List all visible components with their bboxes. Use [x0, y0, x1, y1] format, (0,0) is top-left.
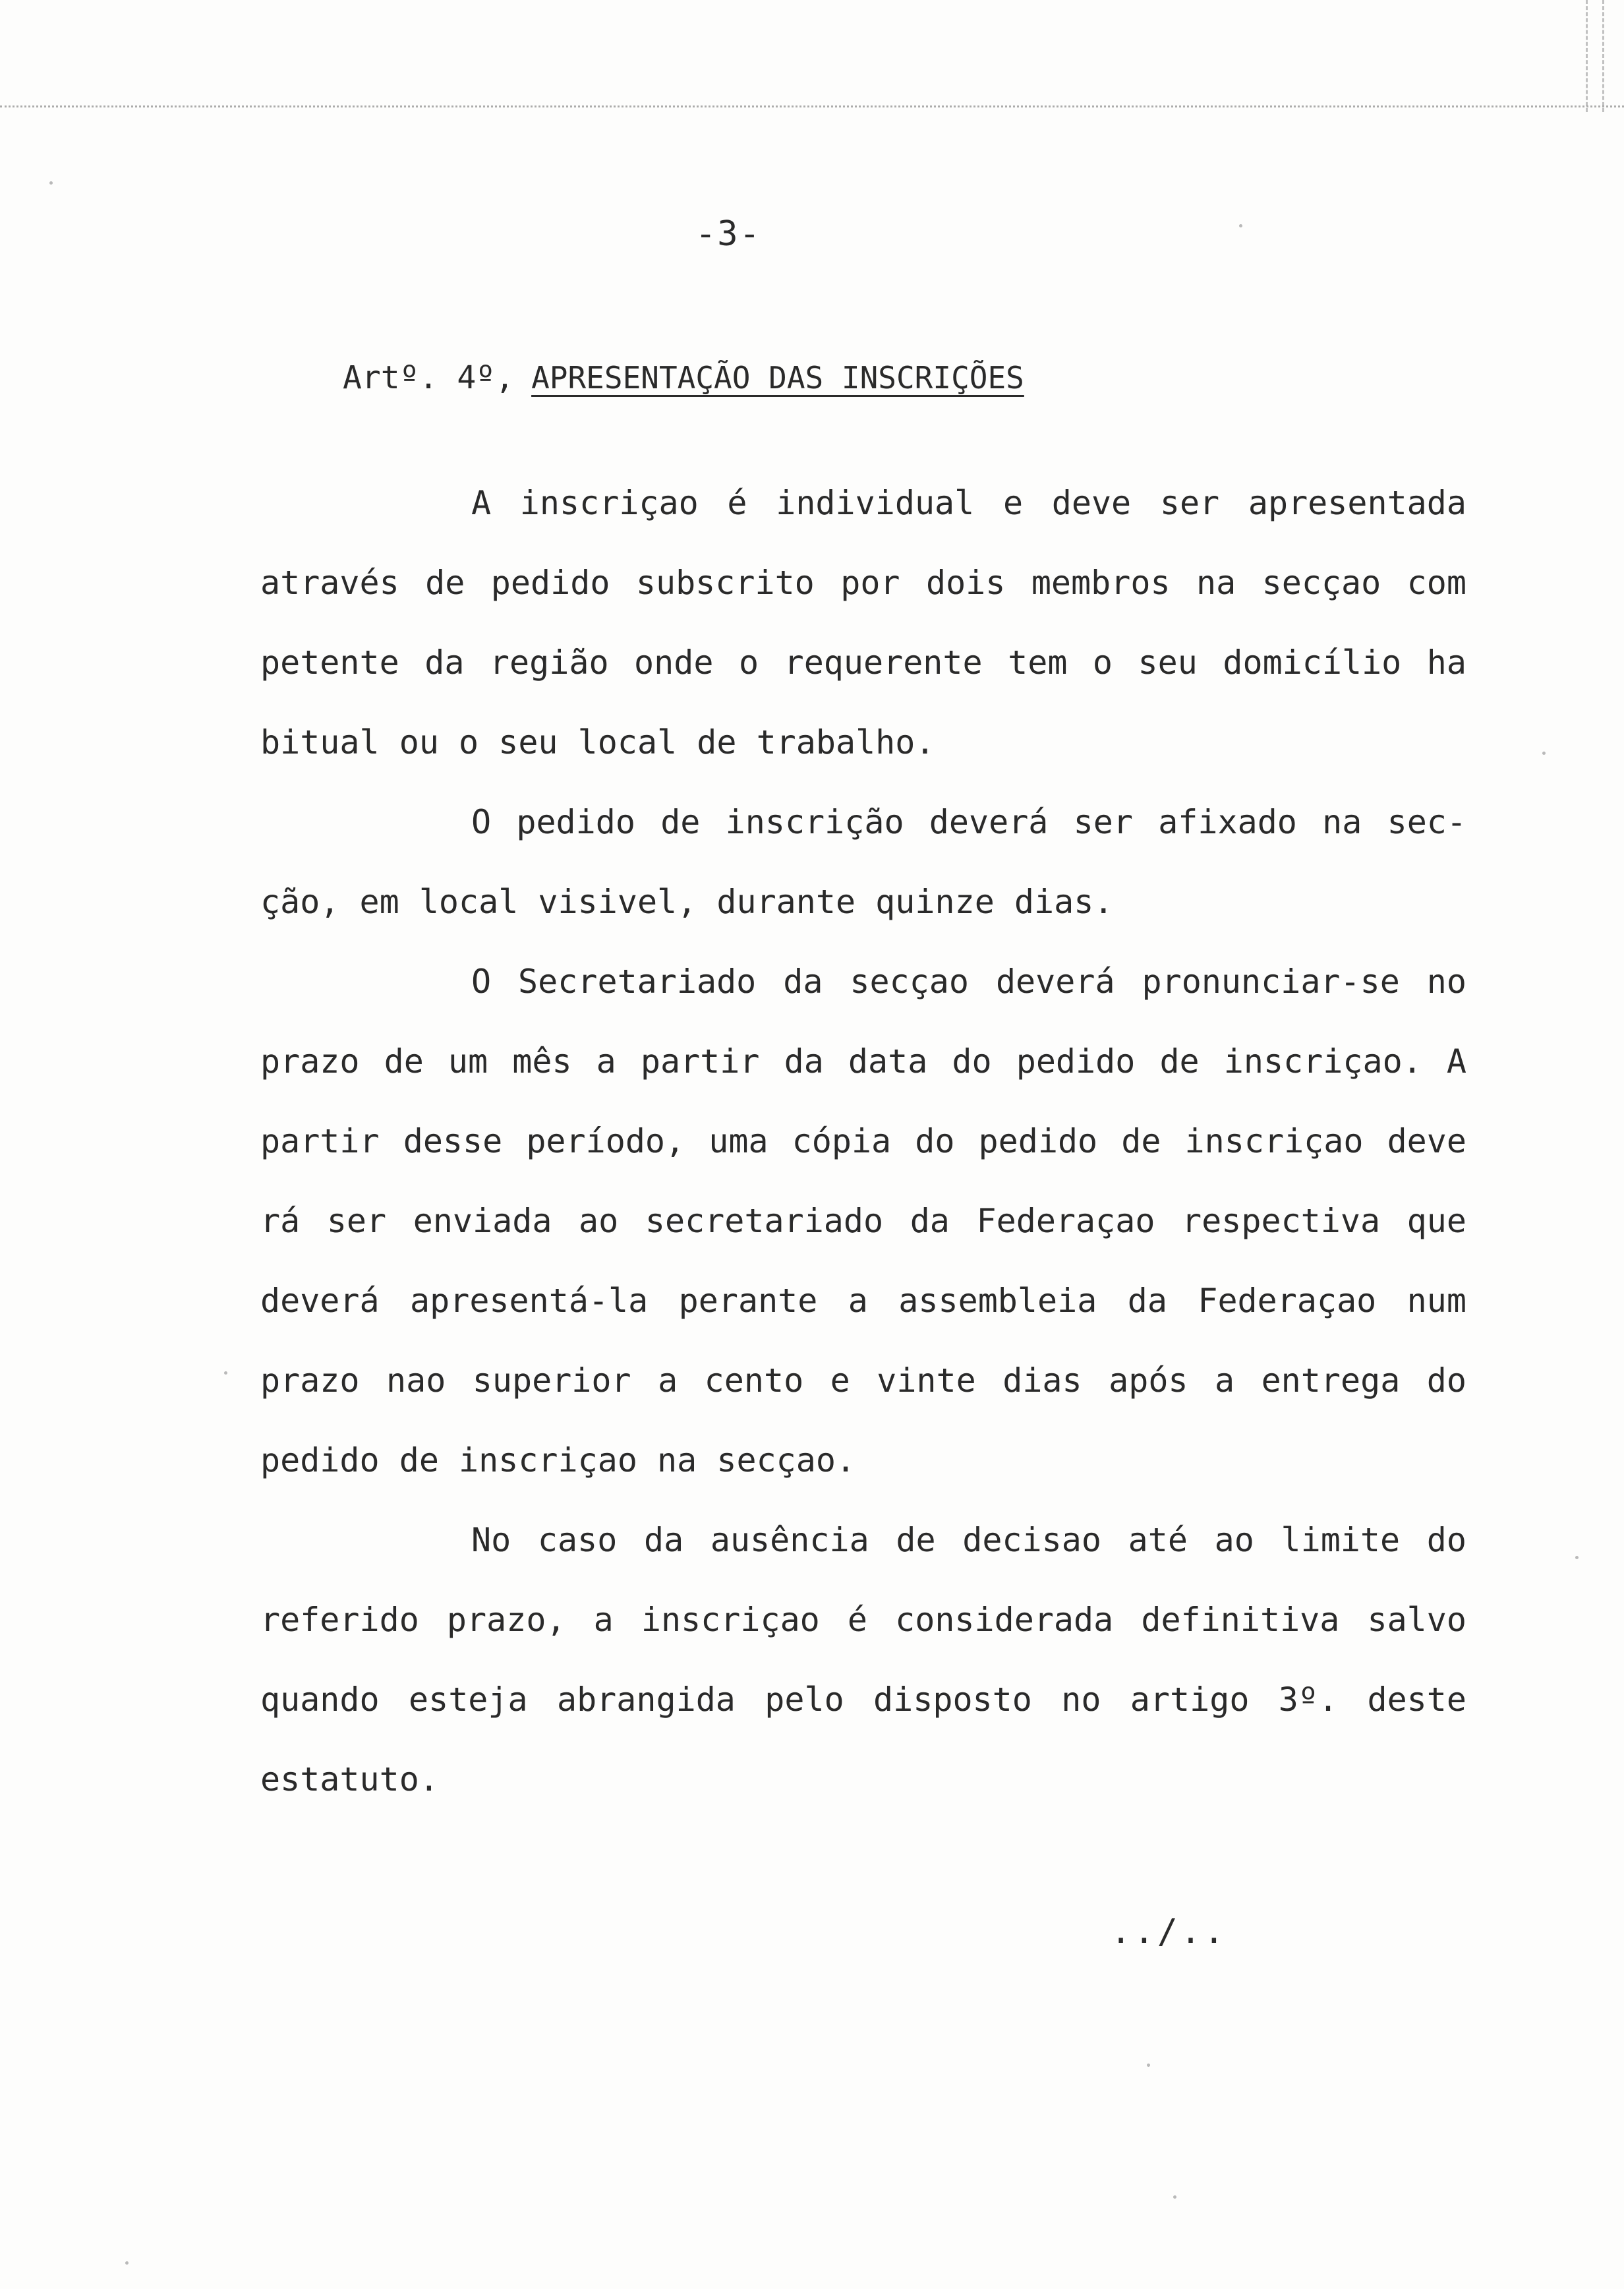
text-line: O Secretariado da secçao deverá pronunciar-se no — [471, 963, 1466, 1001]
text-line: partir desse período, uma cópia do pedido de inscriçao deve — [260, 1122, 1466, 1160]
article-title: APRESENTAÇÃO DAS INSCRIÇÕES — [531, 360, 1024, 396]
text-line: estatuto. — [260, 1760, 439, 1798]
text-line: quando esteja abrangida pelo disposto no artigo 3º. deste — [260, 1680, 1466, 1719]
scan-speck — [1147, 2064, 1150, 2067]
text-line: pedido de inscriçao na secçao. — [260, 1441, 856, 1479]
scan-edge-mark — [1586, 0, 1604, 112]
article-heading — [343, 359, 1024, 396]
text-line: deverá apresentá-la perante a assembleia da Federaçao num — [260, 1282, 1466, 1320]
page-number: -3- — [695, 214, 761, 254]
text-line: No caso da ausência de decisao até ao limite do — [471, 1521, 1466, 1559]
scan-speck — [1239, 224, 1242, 227]
continuation-mark: ../.. — [1111, 1912, 1227, 1951]
text-line: O pedido de inscrição deverá ser afixado na sec- — [471, 803, 1466, 841]
scan-speck — [224, 1371, 227, 1375]
scan-speck — [125, 2261, 129, 2265]
scan-speck — [49, 181, 53, 185]
text-line: petente da região onde o requerente tem o seu domicílio ha — [260, 643, 1466, 682]
text-line: prazo de um mês a partir da data do pedido de inscriçao. A — [260, 1042, 1466, 1081]
text-line: referido prazo, a inscriçao é considerada definitiva salvo — [260, 1601, 1466, 1639]
article-number: Artº. 4º, — [343, 359, 515, 396]
text-line: prazo nao superior a cento e vinte dias após a entrega do — [260, 1361, 1466, 1400]
scan-speck — [1173, 2195, 1176, 2199]
scan-speck — [1575, 1556, 1579, 1559]
text-line: através de pedido subscrito por dois membros na secçao com — [260, 564, 1466, 602]
text-line: A inscriçao é individual e deve ser apresentada — [471, 484, 1466, 522]
scan-top-rule — [0, 105, 1624, 107]
text-line: rá ser enviada ao secretariado da Federaçao respectiva que — [260, 1202, 1466, 1240]
scan-speck — [1542, 752, 1546, 755]
text-line: bitual ou o seu local de trabalho. — [260, 723, 935, 761]
text-line: ção, em local visivel, durante quinze dias. — [260, 883, 1114, 921]
article-body — [260, 477, 1466, 1833]
